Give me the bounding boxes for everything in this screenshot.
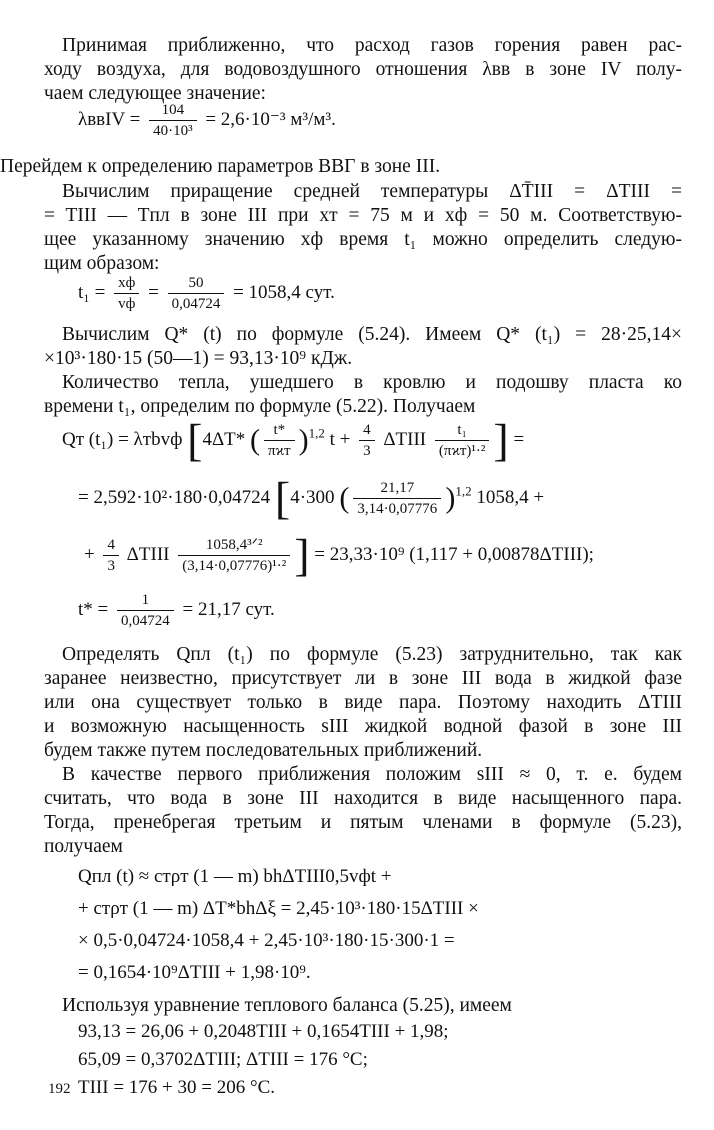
equation-line: Qпл (t) ≈ cтρт (1 — m) bhΔTIII0,5vфt + <box>78 866 392 887</box>
page-number: 192 <box>48 1081 71 1097</box>
equation-qt-line2 <box>78 472 545 524</box>
equals: = <box>148 281 159 303</box>
eq-rhs: = 21,17 сут. <box>182 598 275 620</box>
text-line: и возможную насыщенность sIII жидкой водной фазой в зоне III <box>44 716 682 737</box>
fraction <box>359 420 375 461</box>
fraction <box>114 273 139 314</box>
text-line: щим образом: <box>44 253 160 274</box>
equation-line: 65,09 = 0,3702ΔTIII; ΔTIII = 176 °C; <box>78 1049 368 1070</box>
text-line: ×10³·180·15 (50—1) = 93,13·10⁹ кДж. <box>44 348 353 369</box>
exponent: 1,2 <box>308 425 325 441</box>
term: 4·300 <box>290 486 335 508</box>
term: t + <box>329 428 351 450</box>
eq-lhs: t* = <box>78 598 109 620</box>
text-line: Используя уравнение теплового баланса (5.25), имеем <box>62 995 512 1016</box>
text-line: Количество тепла, ушедшего в кровлю и подошву пласта ко <box>62 372 682 393</box>
fraction <box>264 420 295 461</box>
equation-line: TIII = 176 + 30 = 206 °C. <box>78 1077 276 1098</box>
text-line: времени t₁, определим по формуле (5.22). Получаем <box>44 396 476 417</box>
text-line: Тогда, пренебрегая третьим и пятым членами в формуле (5.23), <box>44 812 682 833</box>
equation-qt-line3 <box>84 529 594 581</box>
numerator: 4 <box>359 420 375 441</box>
eq-rhs: = 2,6·10⁻³ м³/м³. <box>205 108 336 130</box>
equation-line: × 0,5·0,04724·1058,4 + 2,45·10³·180·15·300·1 = <box>78 930 455 951</box>
denominator: 3 <box>107 558 115 574</box>
term: 1058,4 + <box>476 486 545 508</box>
fraction <box>168 273 225 314</box>
text-line: чаем следующее значение: <box>44 83 266 104</box>
eq-rhs: = 1058,4 сут. <box>233 281 335 303</box>
text-line: В качестве первого приближения положим sIII ≈ 0, т. е. будем <box>62 764 682 785</box>
term: + <box>84 543 95 565</box>
denominator: (πϰт)¹·² <box>438 443 486 459</box>
equation-lambda <box>78 100 336 141</box>
denominator: 3 <box>363 443 371 459</box>
text-line: Принимая приближенно, что расход газов горения равен рас- <box>62 35 682 56</box>
text-line: ходу воздуха, для водовоздушного отношения λвв в зоне IV полу- <box>44 59 682 80</box>
text-line: заранее неизвестно, присутствует ли в зоне III вода в жидкой фазе <box>44 668 682 689</box>
denominator: (3,14·0,07776)¹·² <box>182 558 287 574</box>
bracket-open: [ <box>274 472 291 524</box>
text-line: будем также путем последовательных приближений. <box>44 740 483 761</box>
denominator: vф <box>118 296 136 312</box>
paren-close: ) <box>445 481 456 515</box>
eq-lhs: λввIV = <box>78 108 141 130</box>
text-line: Вычислим Q* (t) по формуле (5.24). Имеем Q* (t₁) = 28·25,14× <box>62 324 682 345</box>
equation-line: 93,13 = 26,06 + 0,2048TIII + 0,1654TIII + 1,98; <box>78 1021 449 1042</box>
numerator: 104 <box>149 100 197 121</box>
numerator: t* <box>264 420 295 441</box>
equation-tstar <box>78 590 275 631</box>
fraction <box>435 420 490 461</box>
term: ΔTIII <box>383 428 427 450</box>
numerator: 4 <box>103 535 119 556</box>
fraction <box>103 535 119 576</box>
equation-qt-line1 <box>62 414 525 466</box>
text-line: = TIII — Tпл в зоне III при xт = 75 м и xф = 50 м. Соответствую- <box>44 205 682 226</box>
text-line: Определять Qпл (t₁) по формуле (5.23) затруднительно, так как <box>62 644 682 665</box>
fraction <box>353 478 441 519</box>
text-line: или она существует только в виде пара. Поэтому находить ΔTIII <box>44 692 682 713</box>
numerator: 50 <box>168 273 225 294</box>
numerator: 1058,4³ᐟ² <box>178 535 290 556</box>
numerator: xф <box>114 273 139 294</box>
denominator: 3,14·0,07776 <box>357 501 438 517</box>
paren-open: ( <box>339 481 350 515</box>
term: = 2,592·10²·180·0,04724 <box>78 486 271 508</box>
text-line: Вычислим приращение средней температуры ΔT̄III = ΔTIII = <box>62 181 682 202</box>
fraction <box>117 590 174 631</box>
text-line: щее указанному значению xф время t₁ можно определить следую- <box>44 229 682 250</box>
equation-line: = 0,1654·10⁹ΔTIII + 1,98·10⁹. <box>78 962 311 983</box>
term: = 23,33·10⁹ (1,117 + 0,00878ΔTIII); <box>314 543 594 565</box>
fraction <box>149 100 197 141</box>
denominator: 0,04724 <box>171 296 221 312</box>
numerator: t₁ <box>435 420 490 441</box>
text-line: Перейдем к определению параметров ВВГ в зоне III. <box>0 156 441 177</box>
numerator: 1 <box>117 590 174 611</box>
fraction <box>178 535 290 576</box>
paren-close: ) <box>298 423 309 457</box>
term: ΔTIII <box>126 543 170 565</box>
numerator: 21,17 <box>353 478 441 499</box>
denominator: 0,04724 <box>121 613 170 629</box>
term: 4ΔT* <box>202 428 246 450</box>
eq-lhs: t₁ = <box>78 281 106 303</box>
exponent: 1,2 <box>455 483 472 499</box>
text-line: получаем <box>44 836 123 857</box>
denominator: 40·10³ <box>153 123 193 139</box>
bracket-close: ] <box>493 414 509 466</box>
bracket-open: [ <box>187 414 203 466</box>
equation-t1 <box>78 273 335 314</box>
bracket-close: ] <box>294 529 310 581</box>
equals: = <box>513 428 525 450</box>
equation-line: + cтρт (1 — m) ΔT*bhΔξ = 2,45·10³·180·15ΔTIII × <box>78 898 479 919</box>
eq-lhs: Qт (t₁) = λтbvф <box>62 428 183 450</box>
text-line: считать, что вода в зоне III находится в виде насыщенного пара. <box>44 788 682 809</box>
denominator: πϰт <box>268 443 291 459</box>
paren-open: ( <box>250 423 261 457</box>
